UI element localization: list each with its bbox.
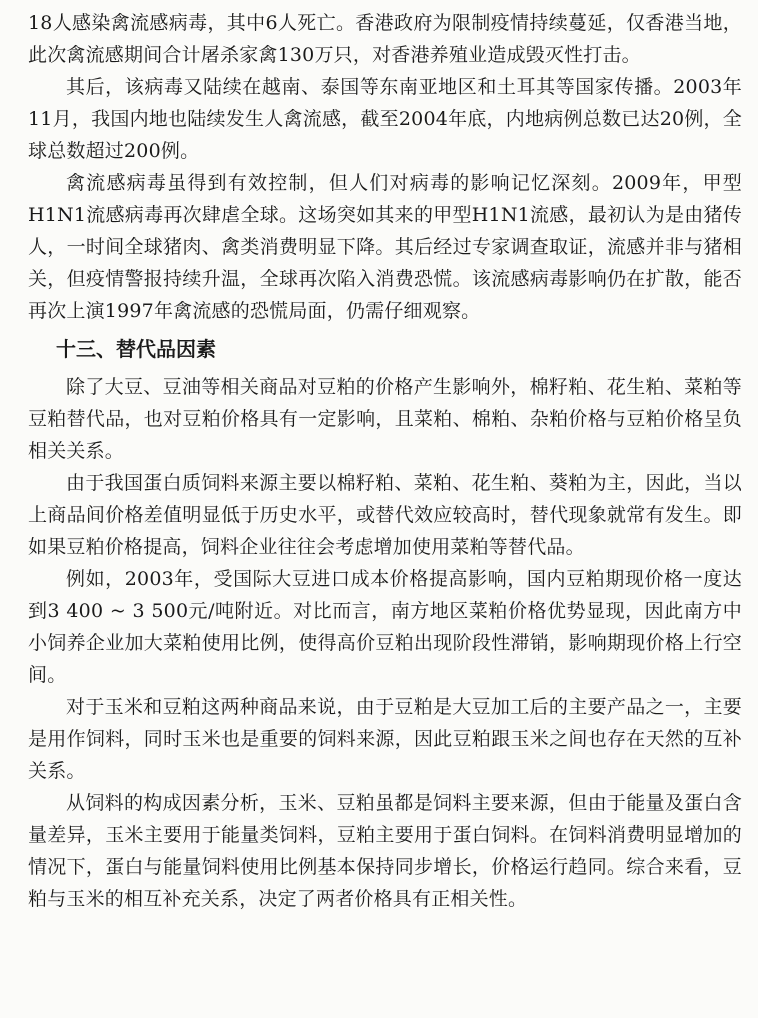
paragraph-protein-feed-sources: 由于我国蛋白质饲料来源主要以棉籽粕、菜粕、花生粕、葵粕为主，因此，当以上商品间价格差值明显低于历史水平，或替代效应较高时，替代现象就常有发生。即如果豆粕价格提高，饲料企业往往会考虑增加使用菜粕等替代品。	[28, 472, 742, 558]
paragraph-2003-example: 例如，2003年，受国际大豆进口成本价格提高影响，国内豆粕期现价格一度达到3 400 ~ 3 500元/吨附近。对比而言，南方地区菜粕价格优势显现，因此南方中小饲养企业加大菜粕使用比例，使得高价豆粕出现阶段性滞销，影响期现价格上行空间。	[28, 568, 742, 686]
paragraph-virus-spread: 其后，该病毒又陆续在越南、泰国等东南亚地区和土耳其等国家传播。2003年11月，我国内地也陆续发生人禽流感，截至2004年底，内地病例总数已达20例，全球总数超过200例。	[28, 76, 742, 162]
paragraph-corn-soymeal: 对于玉米和豆粕这两种商品来说，由于豆粕是大豆加工后的主要产品之一，主要是用作饲料，同时玉米也是重要的饲料来源，因此豆粕跟玉米之间也存在天然的互补关系。	[28, 696, 742, 782]
section-heading: 十三、替代品因素	[56, 337, 216, 361]
paragraph-bird-flu-hong-kong: 18人感染禽流感病毒，其中6人死亡。香港政府为限制疫情持续蔓延，仅香港当地，此次禽流感期间合计屠杀家禽130万只，对香港养殖业造成毁灭性打击。	[28, 12, 742, 66]
paragraph-h1n1: 禽流感病毒虽得到有效控制，但人们对病毒的影响记忆深刻。2009年，甲型H1N1流感病毒再次肆虐全球。这场突如其来的甲型H1N1流感，最初认为是由猪传人，一时间全球猪肉、禽类消费明显下降。其后经过专家调查取证，流感并非与猪相关，但疫情警报持续升温，全球再次陷入消费恐慌。该流感病毒影响仍在扩散，能否再次上演1997年禽流感的恐慌局面，仍需仔细观察。	[28, 172, 742, 322]
paragraph-feed-composition: 从饲料的构成因素分析，玉米、豆粕虽都是饲料主要来源，但由于能量及蛋白含量差异，玉米主要用于能量类饲料，豆粕主要用于蛋白饲料。在饲料消费明显增加的情况下，蛋白与能量饲料使用比例基本保持同步增长，价格运行趋同。综合来看，豆粕与玉米的相互补充关系，决定了两者价格具有正相关性。	[28, 792, 742, 910]
paragraph-substitutes: 除了大豆、豆油等相关商品对豆粕的价格产生影响外，棉籽粕、花生粕、菜粕等豆粕替代品，也对豆粕价格具有一定影响，且菜粕、棉粕、杂粕价格与豆粕价格呈负相关关系。	[28, 376, 742, 462]
